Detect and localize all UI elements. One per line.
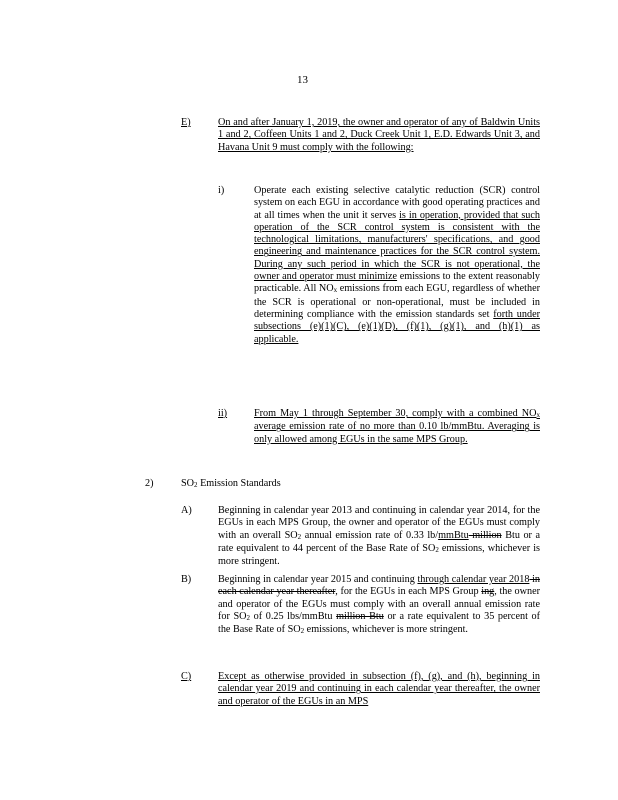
item-ii-text-a: From May 1 through September 30, comply with a combined NO — [254, 408, 537, 419]
subsection-b-text — [218, 574, 540, 637]
item-i-inserted-text: is in operation, provided that such operation of the SCR control system is consistent with the technological limitations, manufacturers' specifications, and good engineering and maintenance practices for the SCR control system. During any such period in which the SCR is not operational, the owner and operator must minimize — [254, 209, 540, 283]
so2-subscript: 2 — [246, 613, 251, 622]
subsection-b-text-3: , the owner and operator of the EGUs must comply with an overall annual emission rate for SO — [218, 586, 541, 622]
subsection-a-label: A) — [181, 505, 192, 516]
so2-subscript: 2 — [435, 545, 439, 554]
nox-subscript: x — [333, 286, 338, 295]
so2-subscript: 2 — [300, 627, 305, 636]
subsection-b-text-6: emissions, whichever is more stringent. — [304, 624, 468, 636]
subsection-b-text-4: of 0.25 lbs/mmBtu — [250, 610, 337, 622]
subsection-b-text-2: , for the EGUs in each MPS Group — [335, 586, 482, 598]
subsection-a-text-4: emissions, whichever is more stringent. — [218, 542, 540, 568]
subsection-a-text-3: Btu or a rate equivalent to 44 percent of the Base Rate of SO — [218, 529, 540, 554]
section-2-label: 2) — [145, 478, 154, 489]
subsection-e-label: E) — [181, 117, 191, 128]
subsection-a-text-2: annual emission rate of 0.33 lb/ — [301, 529, 439, 541]
inserted-through-2018: through calendar year 2018 — [417, 574, 530, 585]
so2-subscript: 2 — [297, 532, 302, 541]
so2-text: SO — [181, 478, 195, 489]
subsection-a-text — [218, 505, 540, 568]
section-2-heading-text: Emission Standards — [197, 478, 281, 489]
section-2-heading — [181, 478, 281, 489]
subsection-b-label: B) — [181, 574, 192, 585]
subsection-c-label: C) — [181, 671, 192, 682]
item-i-text — [254, 185, 540, 346]
subsection-b-text-5: or a rate equivalent to 35 percent of the Base Rate of SO — [218, 610, 540, 636]
subsection-a-text-1: Beginning in calendar year 2013 and continuing in calendar year 2014, for the EGUs in each MPS Group, the owner and operator of the EGUs must comply with an overall SO — [218, 505, 540, 541]
deleted-ing: ing — [481, 586, 495, 598]
subsection-c-text: Except as otherwise provided in subsection (f), (g), and (h), beginning in calendar year 2019 and continuing in each calendar year thereafter, the owner and operator of the EGUs in an MPS — [218, 671, 540, 707]
deleted-million: million — [468, 529, 502, 541]
inserted-mmbtu: mmBtu — [438, 529, 469, 541]
nox-subscript: x — [536, 411, 540, 419]
item-i-plain-text: Operate each existing selective catalytic reduction (SCR) control system on each EGU in accordance with good operating practices and at all times when the unit it serves — [254, 185, 540, 221]
item-ii-label: ii) — [218, 408, 228, 419]
so2-subscript: 2 — [194, 481, 198, 489]
subsection-b-text-1: Beginning in calendar year 2015 and continuing — [218, 574, 418, 585]
item-ii-text — [254, 408, 540, 446]
item-i-inserted-reference: forth under subsections (e)(1)(C), (e)(1)(D), (f)(1), (g)(1), and (h)(1) as applicable. — [254, 308, 540, 345]
item-i-label: i) — [218, 185, 225, 196]
page-number: 13 — [297, 74, 308, 86]
subsection-e-text: On and after January 1, 2019, the owner and operator of any of Baldwin Units 1 and 2, Coffeen Units 1 and 2, Duck Creek Unit 1, E.D. Edwards Unit 3, and Havana Unit 9 must comply with the following: — [218, 117, 540, 153]
item-ii-text-b: average emission rate of no more than 0.10 lb/mmBtu. Averaging is only allowed among EGUs in the same MPS Group. — [254, 421, 540, 445]
deleted-million-btu: million Btu — [336, 610, 384, 622]
item-i-emissions-b: emissions from each EGU, regardless of whether the SCR is operational or non-operational, must be included in determining compliance with the emission standards set — [254, 283, 540, 320]
item-i-emissions-a: emissions to the extent reasonably practicable. All NO — [254, 271, 541, 295]
deleted-each-year: in each calendar year thereafter — [218, 574, 540, 598]
